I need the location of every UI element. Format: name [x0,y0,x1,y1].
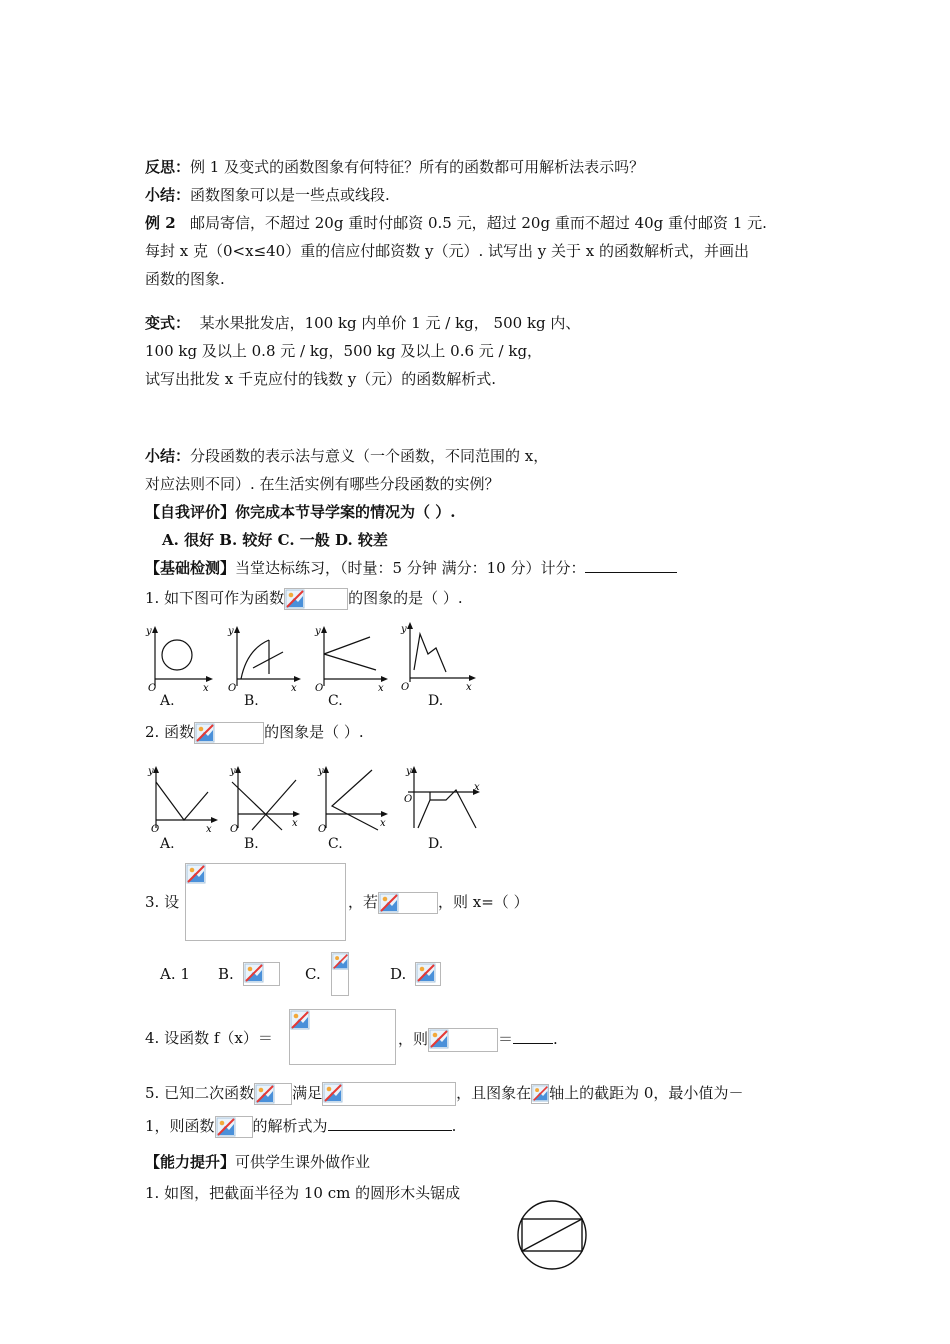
ability-line [145,1152,370,1172]
axis-origin-label: O [315,683,324,692]
axis-x-label: x [466,682,472,692]
q3-opt-c: C. [305,965,321,983]
q2-graph-b [226,764,304,834]
q1-caption-a: A. [160,693,175,709]
axis-origin-label: O [401,682,410,692]
q3-prefix: 3. 设 [145,893,180,911]
broken-image-icon [244,963,264,983]
axis-x-label: x [380,818,386,829]
q4-piecewise-image [289,1009,396,1065]
q2-caption-b: B. [244,836,259,852]
q1-formula-image [284,588,348,610]
axis-x-label: x [474,782,480,793]
variant-line2: 100 kg 及以上 0.8 元 / kg，500 kg 及以上 0.6 元 / kg， [145,342,543,360]
summary1-line [145,185,390,205]
q5-axis-image [531,1084,549,1104]
q5-func-image [254,1083,292,1105]
variant-line3: 试写出批发 x 千克应付的钱数 y（元）的函数解析式. [145,370,497,388]
score-blank[interactable] [585,572,677,573]
self-eval-bracket: 【自我评价】 [145,503,236,521]
broken-image-icon [195,723,215,743]
reflect-line [145,157,644,177]
example2-line1 [145,213,767,233]
axis-origin-label: O [318,824,327,834]
axis-origin-label: O [404,794,413,805]
q4-end: . [553,1030,558,1048]
q1-prefix: 1. 如下图可作为函数 [145,589,285,607]
q3-condition-image [378,892,438,914]
axis-y-label: y [148,766,154,777]
q2-graph-c [314,764,392,834]
ability-text: 可供学生课外做作业 [235,1153,371,1171]
ab-q1-line: 1. 如图，把截面半径为 10 cm 的圆形木头锯成 [145,1184,461,1202]
q5-line2-prefix: 1，则函数 [145,1117,215,1135]
broken-image-icon [186,864,206,884]
self-eval-options: A. 很好 B. 较好 C. 一般 D. 较差 [162,531,388,549]
ability-bracket: 【能力提升】 [145,1153,236,1171]
q2-prefix: 2. 函数 [145,723,195,741]
q3-opt-b-image [243,962,280,986]
example2-label: 例 2 [145,214,176,232]
q4-answer-blank[interactable] [513,1043,553,1044]
broken-image-icon [285,589,305,609]
summary2-label: 小结： [145,447,191,465]
summary1-label: 小结： [145,186,191,204]
q1-line [145,588,463,610]
q1-caption-c: C. [328,693,343,709]
q3-opt-d-image [415,962,441,986]
axis-y-label: y [146,626,152,637]
axis-x-label: x [378,683,384,692]
q3-opt-b: B. [218,965,234,983]
q5-line2-end: . [451,1117,457,1135]
axis-x-label: x [291,683,297,692]
summary2-line2: 对应法则不同）. 在生活实例有哪些分段函数的实例？ [145,475,500,493]
axis-x-label: x [292,818,298,829]
q5-line1-mid2: ，且图象在 [456,1084,532,1102]
axis-y-label: y [315,626,321,637]
q1-caption-b: B. [244,693,259,709]
q5-line2 [145,1116,456,1138]
q3-piecewise-image [185,863,346,941]
q3-mid: ，若 [348,893,379,911]
q3-tail [348,892,529,914]
q2-graph-a [146,764,222,834]
broken-image-icon [416,963,436,983]
q4-prefix: 4. 设函数 f（x）＝ [145,1029,273,1047]
axis-x-label: x [206,824,212,834]
q5-condition-image [322,1082,456,1106]
q2-caption-c: C. [328,836,343,852]
q3-opt-c-image [331,952,349,996]
q5-line1-mid: 满足 [292,1084,323,1102]
reflect-text: 例 1 及变式的函数图象有何特征？所有的函数都可用解析法表示吗？ [190,158,645,176]
self-eval-text: 你完成本节导学案的情况为（ ）. [235,503,456,521]
variant-text1: 某水果批发店，100 kg 内单价 1 元 / kg， 500 kg 内、 [199,314,581,332]
axis-origin-label: O [151,824,160,834]
example2-text1: 邮局寄信，不超过 20g 重时付邮资 0.5 元，超过 20g 重而不超过 40g 重付邮资 1 元. [189,214,767,232]
broken-image-icon [255,1084,275,1104]
axis-origin-label: O [230,824,239,834]
q3-opt-d: D. [390,965,407,983]
q1-caption-d: D. [428,693,444,709]
variant-line1 [145,313,580,333]
q2-caption-a: A. [160,836,175,852]
broken-image-icon [429,1029,449,1049]
q4-suffix: ＝ [498,1030,514,1048]
self-eval-line [145,502,455,522]
broken-image-icon [323,1083,343,1103]
axis-y-label: y [228,626,234,637]
log-cross-section-figure [514,1198,590,1272]
axis-y-label: y [318,766,324,777]
reflect-label: 反思： [145,158,191,176]
broken-image-icon [216,1117,236,1137]
axis-origin-label: O [148,683,157,692]
axis-y-label: y [230,766,236,777]
q1-suffix: 的图象的是（ ）. [348,589,463,607]
summary2-line1 [145,446,548,466]
basic-test-line [145,558,677,578]
broken-image-icon [379,893,399,913]
q2-line [145,722,364,744]
broken-image-icon [290,1010,310,1030]
axis-x-label: x [203,683,209,692]
q4-tail [398,1028,558,1052]
q2-suffix: 的图象是（ ）. [264,723,364,741]
broken-image-icon [332,953,349,970]
q1-graph-b [225,624,303,692]
axis-y-label: y [401,624,407,635]
axis-origin-label: O [228,683,237,692]
q3-opt-a: A. 1 [160,965,190,983]
example2-line3: 函数的图象. [145,270,225,288]
q4-mid: ，则 [398,1030,429,1048]
summary2-text1: 分段函数的表示法与意义（一个函数，不同范围的 x， [190,447,549,465]
example2-line2: 每封 x 克（0<x≤40）重的信应付邮资数 y（元）. 试写出 y 关于 x 的函数解析式，并画出 [145,242,750,260]
q1-graph-d [398,620,478,692]
q5-line2-mid: 的解析式为 [252,1117,328,1135]
q2-caption-d: D. [428,836,444,852]
q3-suffix: ，则 x=（ ） [438,893,529,911]
variant-label: 变式： [145,314,191,332]
summary1-text: 函数图象可以是一些点或线段. [190,186,390,204]
q2-formula-image [194,722,264,744]
q1-graph-a [145,624,215,692]
q5-line1-prefix: 5. 已知二次函数 [145,1084,255,1102]
q1-graph-c [312,624,390,692]
q2-graph-d [400,764,484,834]
basic-test-bracket: 【基础检测】 [145,559,236,577]
q5-line1 [145,1082,743,1106]
q4-expr-image [428,1028,498,1052]
q5-func2-image [215,1116,253,1138]
basic-test-text: 当堂达标练习，（时量：5 分钟 满分：10 分）计分： [235,559,586,577]
q5-answer-blank[interactable] [328,1130,452,1131]
broken-image-icon [532,1085,549,1102]
q5-line1-suffix: 轴上的截距为 0，最小值为－ [549,1084,744,1102]
axis-y-label: y [406,766,412,777]
